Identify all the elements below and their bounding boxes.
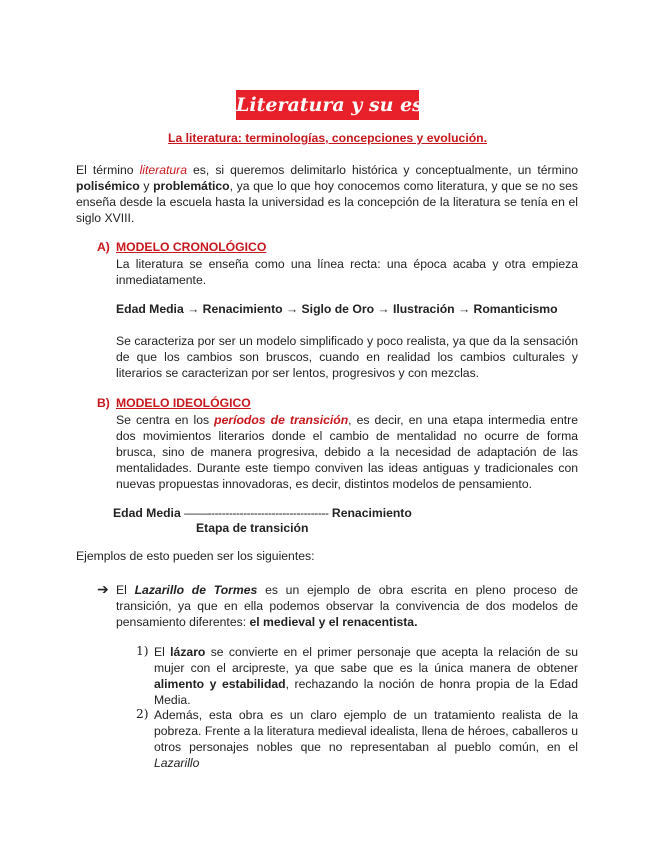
term-periodos-transicion: períodos de transición xyxy=(214,413,349,427)
item-1-number: 1) xyxy=(136,644,149,658)
intro-paragraph: El término literatura es, si queremos delimitarlo histórica y conceptualmente, un término polisémico y problemático, ya que lo que hoy conocemos como literatura, y que se no ses enseña desde la escuela hasta la universidad es la concepción de la literatura se tenía en el siglo XVIII. xyxy=(76,163,579,225)
section-a-paragraph-1: La literatura se enseña como una línea recta: una época acaba y otra empieza inmediatamente. xyxy=(116,257,578,287)
examples-intro: Ejemplos de esto pueden ser los siguientes: xyxy=(76,549,315,563)
bullet-arrow-icon: ➔ xyxy=(97,581,109,597)
section-a-heading: MODELO CRONOLÓGICO xyxy=(116,240,267,254)
section-b-letter: B) xyxy=(97,396,110,410)
chronology-sequence: Edad Media → Renacimiento → Siglo de Oro → Ilustración → Romanticismo xyxy=(116,302,558,316)
section-b-heading: MODELO IDEOLÓGICO xyxy=(116,396,251,410)
transition-diagram-line: Edad Media ——---------------------------------- Renacimiento xyxy=(113,506,412,520)
item-2-number: 2) xyxy=(136,707,149,721)
item-2-paragraph: Además, esta obra es un claro ejemplo de un tratamiento realista de la pobreza. Frente a la literatura medieval idealista, llena de héroes, caballeros u otros personajes nobles que no representaban al pueblo común, en el Lazarillo xyxy=(154,708,578,770)
section-a-letter: A) xyxy=(97,240,110,254)
transition-dash: ——---------------------------------- xyxy=(184,506,329,520)
section-b-paragraph: Se centra en los períodos de transición, es decir, en una etapa intermedia entre dos movimientos literarios donde el cambio de mentalidad no ocurre de forma brusca, sino de manera progresiva, debido a la necesidad de adaptación de las mentalidades. Durante este tiempo conviven las ideas antiguas y tradicionales con nuevas propuestas innovadoras, es decir, distintos modelos de pensamiento. xyxy=(116,413,578,491)
item-1-paragraph: El lázaro se convierte en el primer personaje que acepta la relación de su mujer con el arcipreste, ya que sabe que es la única manera de obtener alimento y estabilidad, rechazando la noción de honra propia de la Edad Media. xyxy=(154,645,578,707)
bullet-paragraph: El Lazarillo de Tormes es un ejemplo de obra escrita en pleno proceso de transición, ya que en ella podemos observar la convivencia de dos modelos de pensamiento diferentes: el medieval y el renacentista. xyxy=(116,583,579,629)
document-subtitle: La literatura: terminologías, concepciones y evolución. xyxy=(168,131,487,145)
section-a-paragraph-2: Se caracteriza por ser un modelo simplificado y poco realista, ya que da la sensación de que los cambios son bruscos, cuando en realidad los cambios culturales y literarios se caracterizan por ser lentos, progresivos y con mezclas. xyxy=(116,334,578,380)
transition-label: Etapa de transición xyxy=(196,521,309,535)
document-title: Literatura y su estudio xyxy=(236,90,419,120)
term-literatura: literatura xyxy=(139,163,187,177)
